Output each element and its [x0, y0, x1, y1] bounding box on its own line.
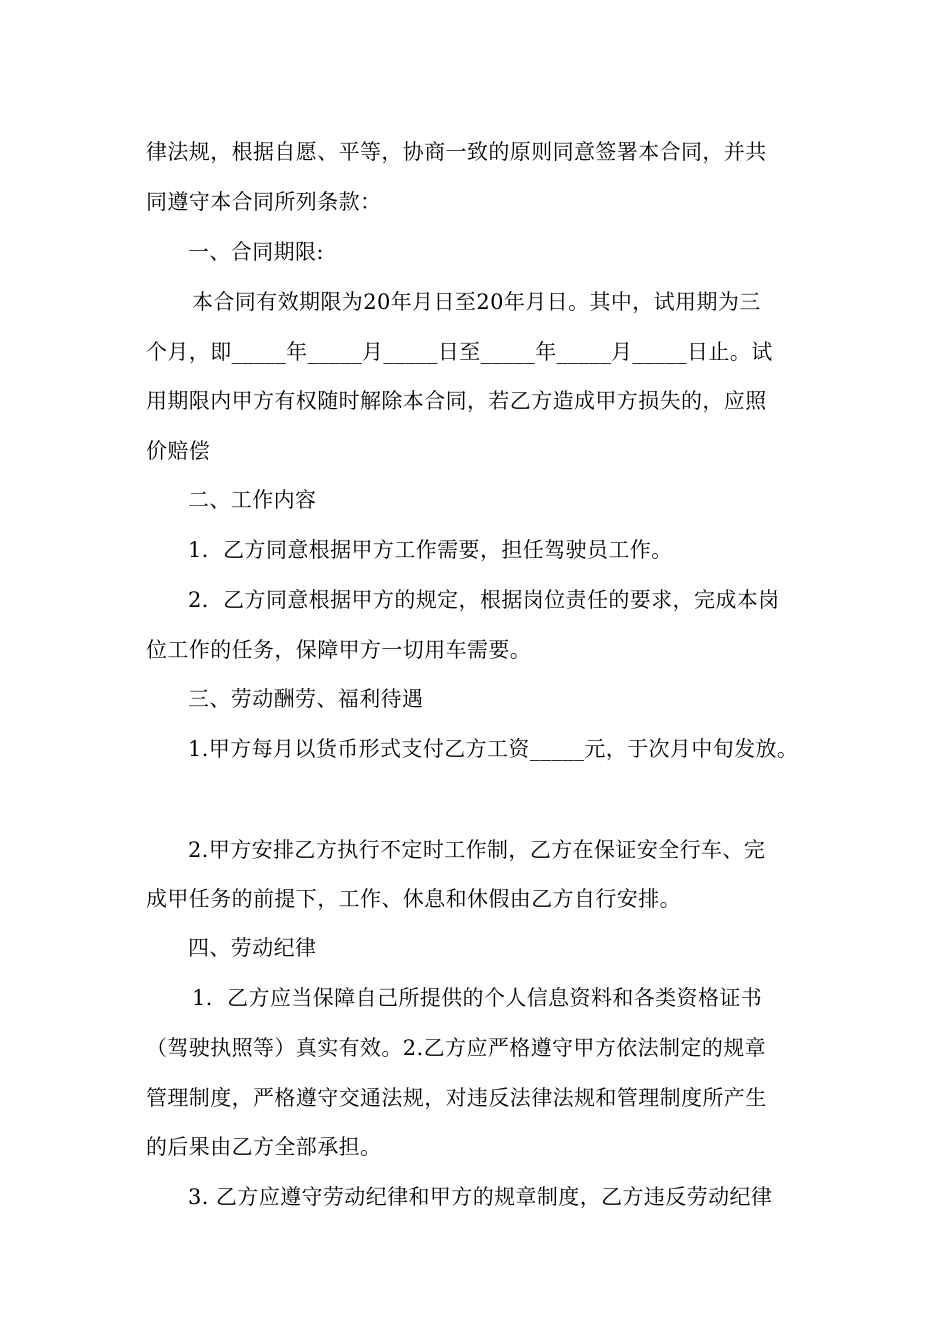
section-heading: 四、劳动纪律: [188, 936, 317, 960]
text-line: 个月，即_____年_____月_____日至_____年_____月_____日止。试: [146, 340, 773, 364]
text-line: 用期限内甲方有权随时解除本合同，若乙方造成甲方损失的，应照: [146, 389, 767, 413]
text-line: 同遵守本合同所列条款：: [146, 190, 382, 214]
text-line: 成甲任务的前提下，工作、休息和休假由乙方自行安排。: [146, 887, 681, 911]
text-line: 2.甲方安排乙方执行不定时工作制，乙方在保证安全行车、完: [188, 838, 766, 862]
text-line: 1．乙方同意根据甲方工作需要，担任驾驶员工作。: [188, 538, 673, 562]
text-line: 律法规，根据自愿、平等，协商一致的原则同意签署本合同，并共: [146, 140, 767, 164]
text-line: 2．乙方同意根据甲方的规定，根据岗位责任的要求，完成本岗: [188, 588, 780, 612]
text-line: 位工作的任务，保障甲方一切用车需要。: [146, 638, 532, 662]
text-line: （驾驶执照等）真实有效。2.乙方应严格遵守甲方依法制定的规章: [146, 1036, 767, 1060]
text-line: 3. 乙方应遵守劳动纪律和甲方的规章制度，乙方违反劳动纪律: [188, 1185, 773, 1209]
text-line: 本合同有效期限为20年月日至20年月日。其中，试用期为三: [192, 290, 761, 314]
section-heading: 三、劳动酬劳、福利待遇: [188, 687, 424, 711]
text-line: 管理制度，严格遵守交通法规，对违反法律法规和管理制度所产生: [146, 1086, 767, 1110]
text-line: 价赔偿: [146, 439, 211, 463]
text-line: 的后果由乙方全部承担。: [146, 1135, 382, 1159]
section-heading: 一、合同期限:: [188, 240, 324, 264]
text-line: 1．乙方应当保障自己所提供的个人信息资料和各类资格证书: [192, 986, 763, 1010]
text-line: 1.甲方每月以货币形式支付乙方工资_____元，于次月中旬发放。: [188, 737, 799, 761]
section-heading: 二、工作内容: [188, 488, 317, 512]
